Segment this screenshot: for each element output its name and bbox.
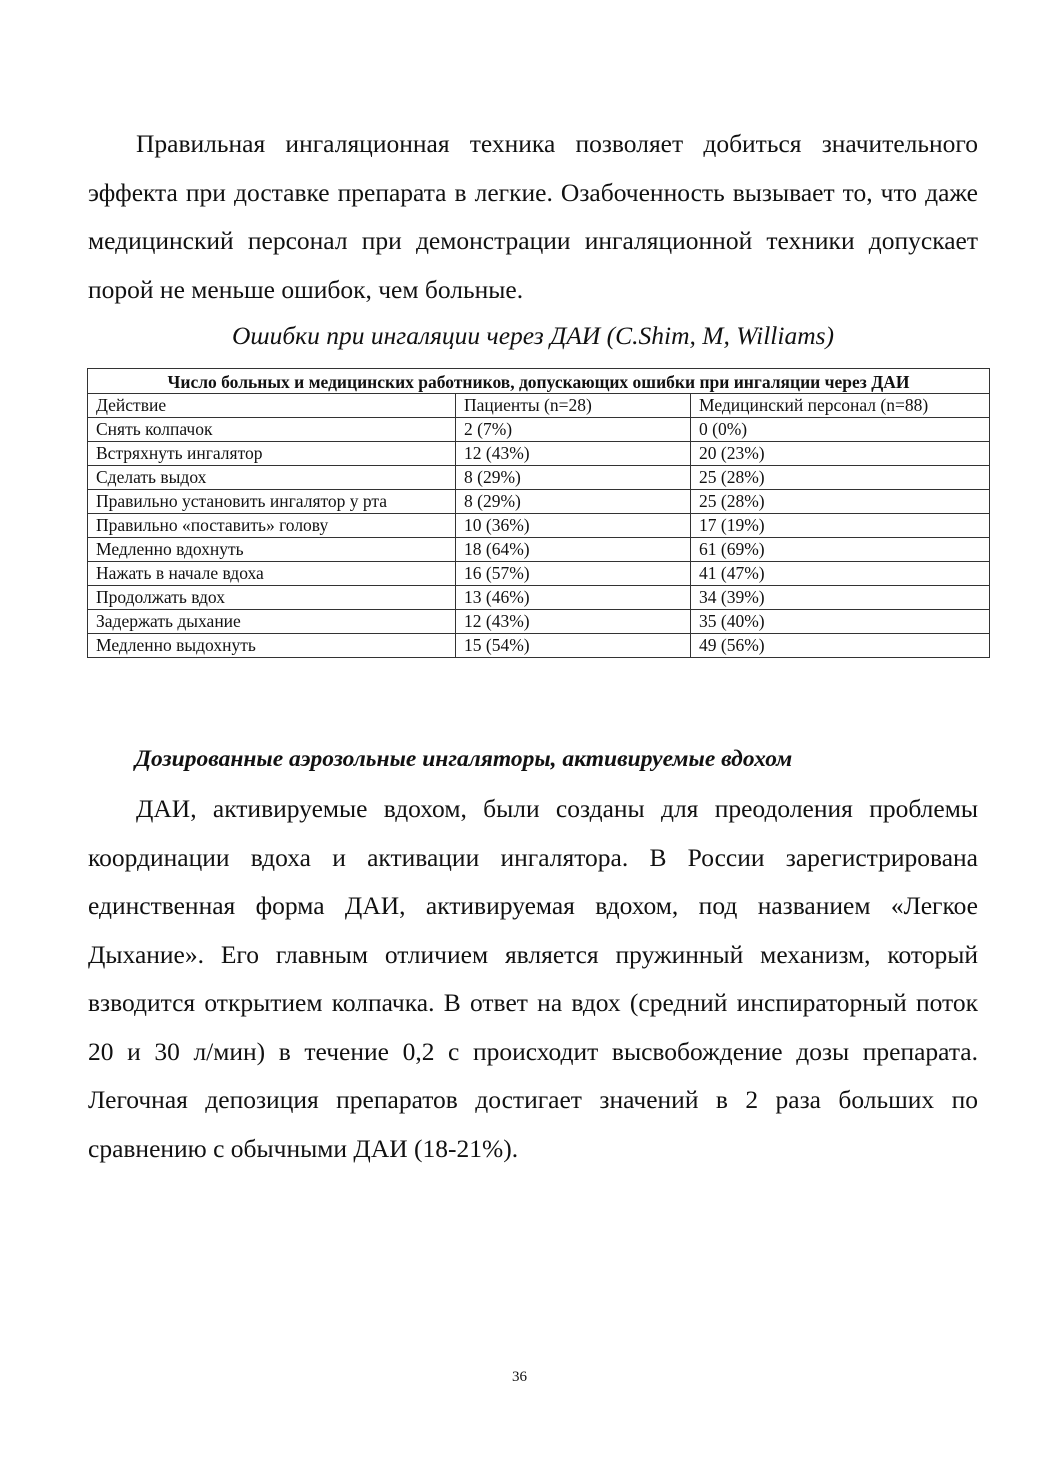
patients-cell: 15 (54%) — [456, 634, 691, 658]
patients-cell: 18 (64%) — [456, 538, 691, 562]
action-cell: Встряхнуть ингалятор — [88, 442, 456, 466]
action-cell: Снять колпачок — [88, 418, 456, 442]
inhalation-errors-table — [87, 368, 990, 658]
table-caption: Ошибки при ингаляции через ДАИ (C.Shim, M, Williams) — [231, 321, 835, 350]
patients-cell: 10 (36%) — [456, 514, 691, 538]
patients-cell: 12 (43%) — [456, 442, 691, 466]
action-cell: Продолжать вдох — [88, 586, 456, 610]
action-cell: Сделать выдох — [88, 466, 456, 490]
medical-staff-cell: 25 (28%) — [691, 466, 990, 490]
table-row — [88, 442, 990, 466]
medical-staff-cell: 41 (47%) — [691, 562, 990, 586]
table-row — [88, 490, 990, 514]
medical-staff-cell: 20 (23%) — [691, 442, 990, 466]
action-cell: Правильно «поставить» голову — [88, 514, 456, 538]
table-row — [88, 466, 990, 490]
table-row — [88, 634, 990, 658]
patients-cell: 2 (7%) — [456, 418, 691, 442]
table-row — [88, 418, 990, 442]
table-row — [88, 562, 990, 586]
table-row — [88, 514, 990, 538]
patients-cell: 16 (57%) — [456, 562, 691, 586]
medical-staff-cell: 17 (19%) — [691, 514, 990, 538]
medical-staff-cell: 34 (39%) — [691, 586, 990, 610]
medical-staff-cell: 35 (40%) — [691, 610, 990, 634]
page-number: 36 — [512, 1369, 527, 1385]
medical-staff-cell: 49 (56%) — [691, 634, 990, 658]
section-paragraph: ДАИ, активируемые вдохом, были созданы для преодоления проблемы координации вдоха и активации ингалятора. В России зарегистрирована единственная форма ДАИ, активируемая вдохом, под названием «Легкое Дыхание». Его главным отличием является пружинный механизм, который взводится открытием колпачка. В ответ на вдох (средний инспираторный поток 20 и 30 л/мин) в течение 0,2 с происходит высвобождение дозы препарата. Легочная депозиция препаратов достигает значений в 2 раза больших по сравнению с обычными ДАИ (18-21%). — [88, 794, 978, 1163]
table-title-row — [88, 369, 990, 394]
action-cell: Медленно выдохнуть — [88, 634, 456, 658]
action-cell: Правильно установить ингалятор у рта — [88, 490, 456, 514]
column-header-patients: Пациенты (n=28) — [456, 394, 691, 418]
table-header-row — [88, 394, 990, 418]
column-header-medical-staff: Медицинский персонал (n=88) — [691, 394, 990, 418]
patients-cell: 8 (29%) — [456, 466, 691, 490]
intro-paragraph: Правильная ингаляционная техника позволяет добиться значительного эффекта при доставке препарата в легкие. Озабоченность вызывает то, что даже медицинский персонал при демонстрации ингаляционной техники допускает порой не меньше ошибок, чем больные. — [88, 129, 978, 304]
table-title: Число больных и медицинских работников, допускающих ошибки при ингаляции через ДАИ — [88, 369, 990, 394]
medical-staff-cell: 0 (0%) — [691, 418, 990, 442]
medical-staff-cell: 61 (69%) — [691, 538, 990, 562]
medical-staff-cell: 25 (28%) — [691, 490, 990, 514]
patients-cell: 13 (46%) — [456, 586, 691, 610]
action-cell: Медленно вдохнуть — [88, 538, 456, 562]
action-cell: Задержать дыхание — [88, 610, 456, 634]
patients-cell: 8 (29%) — [456, 490, 691, 514]
table-row — [88, 586, 990, 610]
action-cell: Нажать в начале вдоха — [88, 562, 456, 586]
patients-cell: 12 (43%) — [456, 610, 691, 634]
column-header-action: Действие — [88, 394, 456, 418]
section-heading: Дозированные аэрозольные ингаляторы, активируемые вдохом — [135, 746, 793, 772]
table-row — [88, 538, 990, 562]
table-row — [88, 610, 990, 634]
